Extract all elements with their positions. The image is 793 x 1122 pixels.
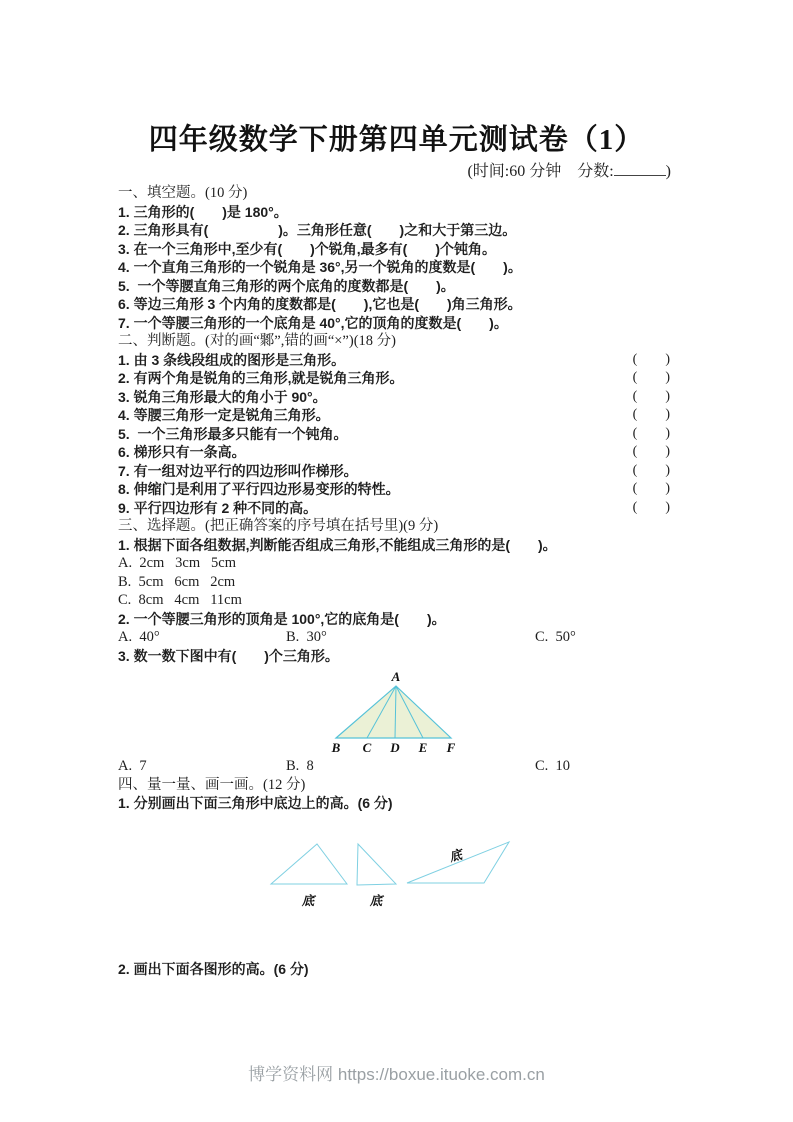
choice-2-option-c: C. 50° xyxy=(535,629,576,645)
draw-question-2: 2. 画出下面各图形的高。(6 分) xyxy=(118,960,309,977)
choice-1-option-a: A. 2cm 3cm 5cm xyxy=(118,555,236,571)
choice-3-option-c: C. 10 xyxy=(535,758,571,774)
base-height-triangles-figure xyxy=(253,833,523,913)
answer-parens: ( ) xyxy=(632,499,670,515)
acute-triangle-outline xyxy=(271,844,347,884)
fill-question-4: 4. 一个直角三角形的一个锐角是 36°,另一个锐角的度数是( )。 xyxy=(118,259,522,275)
judge-question-3 xyxy=(118,388,675,407)
judge-text: 9. 平行四边形有 2 种不同的高。 xyxy=(118,499,318,516)
judge-text: 2. 有两个角是锐角的三角形,就是锐角三角形。 xyxy=(118,370,404,386)
choice-2-option-b: B. 30° xyxy=(286,629,327,645)
section-1-heading: 一、填空题。(10 分) xyxy=(118,185,248,201)
meta-suffix: ) xyxy=(665,163,671,180)
meta-prefix: (时间:60 分钟 分数: xyxy=(467,163,614,180)
answer-parens: ( ) xyxy=(632,351,670,367)
fill-question-1: 1. 三角形的( )是 180°。 xyxy=(118,203,288,220)
answer-parens: ( ) xyxy=(632,370,670,385)
fill-question-6: 6. 等边三角形 3 个内角的度数都是( ),它也是( )角三角形。 xyxy=(118,296,522,312)
section-4-heading: 四、量一量、画一画。(12 分) xyxy=(118,776,306,793)
right-triangle-outline xyxy=(357,844,396,885)
vertex-label-f: F xyxy=(446,740,456,755)
choice-question-2: 2. 一个等腰三角形的顶角是 100°,它的底角是( )。 xyxy=(118,610,446,627)
judge-text: 1. 由 3 条线段组成的图形是三角形。 xyxy=(118,351,346,368)
judge-text: 4. 等腰三角形一定是锐角三角形。 xyxy=(118,407,330,423)
judge-text: 5. 一个三角形最多只能有一个钝角。 xyxy=(118,425,348,442)
choice-2-options-row xyxy=(118,628,675,647)
base-label-2: 底 xyxy=(369,894,383,908)
site-watermark: 博学资料网 https://boxue.ituoke.com.cn xyxy=(248,1065,545,1084)
choice-question-3: 3. 数一数下图中有( )个三角形。 xyxy=(118,647,339,664)
choice-question-1: 1. 根据下面各组数据,判断能否组成三角形,不能组成三角形的是( )。 xyxy=(118,536,557,553)
vertex-label-a: A xyxy=(391,669,401,684)
page-title: 四年级数学下册第四单元测试卷（1） xyxy=(148,124,645,156)
answer-parens: ( ) xyxy=(632,388,670,404)
vertex-label-c: C xyxy=(362,740,372,755)
answer-parens: ( ) xyxy=(632,481,670,496)
fill-question-5: 5. 一个等腰直角三角形的两个底角的度数都是( )。 xyxy=(118,277,455,294)
triangle-outline xyxy=(336,686,451,738)
base-label-1: 底 xyxy=(301,894,315,908)
choice-1-option-c: C. 8cm 4cm 11cm xyxy=(118,592,242,608)
judge-question-1 xyxy=(118,351,675,370)
score-blank-line xyxy=(614,160,666,176)
answer-parens: ( ) xyxy=(632,462,670,478)
answer-parens: ( ) xyxy=(632,444,670,459)
judge-question-2 xyxy=(118,369,675,388)
judge-question-7 xyxy=(118,462,675,481)
fill-question-3: 3. 在一个三角形中,至少有( )个锐角,最多有( )个钝角。 xyxy=(118,240,496,257)
judge-question-8 xyxy=(118,480,675,499)
vertex-label-b: B xyxy=(331,740,341,755)
judge-text: 6. 梯形只有一条高。 xyxy=(118,444,246,460)
judge-question-5 xyxy=(118,425,675,444)
answer-parens: ( ) xyxy=(632,425,670,441)
choice-3-option-b: B. 8 xyxy=(286,758,314,774)
judge-question-4 xyxy=(118,406,675,425)
draw-question-1: 1. 分别画出下面三角形中底边上的高。(6 分) xyxy=(118,795,393,811)
triangle-count-figure xyxy=(328,668,468,763)
choice-3-option-a: A. 7 xyxy=(118,758,147,774)
fill-question-7: 7. 一个等腰三角形的一个底角是 40°,它的顶角的度数是( )。 xyxy=(118,314,508,331)
choice-1-option-b: B. 5cm 6cm 2cm xyxy=(118,573,236,590)
base-label-3: 底 xyxy=(447,847,464,865)
judge-text: 3. 锐角三角形最大的角小于 90°。 xyxy=(118,388,327,405)
answer-parens: ( ) xyxy=(632,407,670,422)
judge-question-9 xyxy=(118,499,675,518)
fill-question-2: 2. 三角形具有( )。三角形任意( )之和大于第三边。 xyxy=(118,222,517,238)
judge-text: 7. 有一组对边平行的四边形叫作梯形。 xyxy=(118,462,358,479)
vertex-label-e: E xyxy=(418,740,428,755)
section-3-heading: 三、选择题。(把正确答案的序号填在括号里)(9 分) xyxy=(118,518,439,534)
time-score-line xyxy=(118,160,675,184)
choice-2-option-a: A. 40° xyxy=(118,629,160,645)
judge-text: 8. 伸缩门是利用了平行四边形易变形的特性。 xyxy=(118,481,400,497)
judge-question-6 xyxy=(118,443,675,462)
vertex-label-d: D xyxy=(390,740,400,755)
section-2-heading: 二、判断题。(对的画“鄹”,错的画“×”)(18 分) xyxy=(118,333,396,349)
